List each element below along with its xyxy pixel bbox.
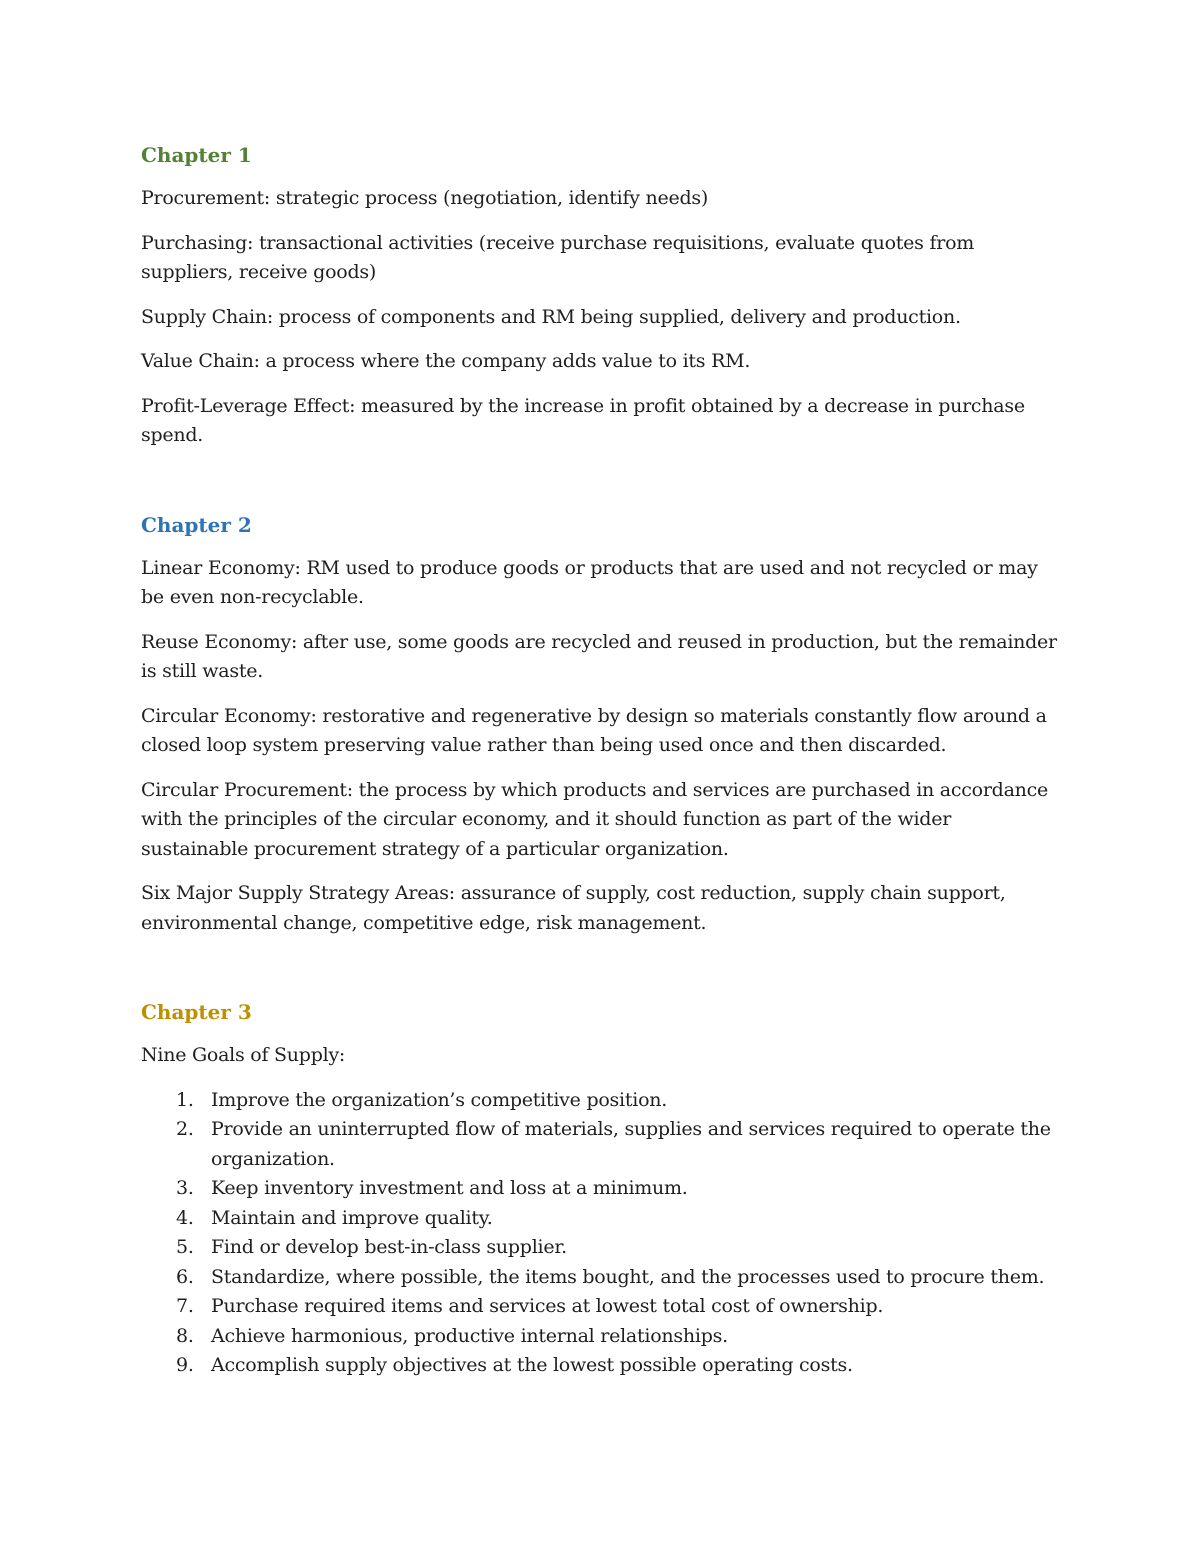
chapter-2-paragraph: Six Major Supply Strategy Areas: assurance of supply, cost reduction, supply chain support, environmental change, competitive edge, risk management. xyxy=(141,882,1006,934)
list-item-text: Achieve harmonious, productive internal relationships. xyxy=(211,1324,728,1347)
list-item-text: Find or develop best-in-class supplier. xyxy=(211,1236,567,1258)
list-item-text: Keep inventory investment and loss at a minimum. xyxy=(211,1177,688,1199)
chapter-2-paragraph: Circular Economy: restorative and regenerative by design so materials constantly flow around a closed loop system preserving value rather than being used once and then discarded. xyxy=(141,704,1047,756)
list-item-text: Purchase required items and services at lowest total cost of ownership. xyxy=(211,1295,884,1317)
list-item xyxy=(141,1204,1061,1234)
chapter-2-heading: Chapter 2 xyxy=(141,512,252,537)
chapter-1-section xyxy=(141,140,1061,451)
list-item-number: 6. xyxy=(176,1265,194,1288)
chapter-2-paragraph: Circular Procurement: the process by which products and services are purchased in accordance with the principles of the circular economy, and it should function as part of the wider sustainable procurement strategy of a particular organization. xyxy=(141,778,1049,860)
chapter-1-paragraph: Supply Chain: process of components and RM being supplied, delivery and production. xyxy=(141,305,961,328)
document-content xyxy=(141,140,1061,1381)
list-item-number: 3. xyxy=(176,1177,194,1199)
list-item-text: Standardize, where possible, the items bought, and the processes used to procure them. xyxy=(211,1265,1045,1288)
chapter-1-heading: Chapter 1 xyxy=(141,143,252,167)
chapter-1-paragraph: Purchasing: transactional activities (receive purchase requisitions, evaluate quotes from suppliers, receive goods) xyxy=(141,231,975,283)
list-item-number: 9. xyxy=(176,1354,194,1376)
chapter-1-paragraph: Procurement: strategic process (negotiation, identify needs) xyxy=(141,187,709,209)
chapter-2-paragraph: Linear Economy: RM used to produce goods or products that are used and not recycled or may be even non-recyclable. xyxy=(141,556,1038,608)
list-item xyxy=(141,1322,1061,1352)
list-item-text: Accomplish supply objectives at the lowest possible operating costs. xyxy=(211,1354,853,1376)
chapter-3-heading: Chapter 3 xyxy=(141,1000,252,1024)
chapter-2-section xyxy=(141,510,1061,939)
list-item xyxy=(141,1292,1061,1322)
chapter-1-paragraph: Value Chain: a process where the company adds value to its RM. xyxy=(141,350,751,372)
list-item xyxy=(141,1115,1061,1174)
section-spacer xyxy=(141,953,1061,997)
chapter-2-paragraph: Reuse Economy: after use, some goods are recycled and reused in production, but the remainder is still waste. xyxy=(141,630,1057,682)
list-item-number: 5. xyxy=(176,1236,194,1258)
goals-list xyxy=(141,1086,1061,1381)
list-item-text: Provide an uninterrupted flow of materials, supplies and services required to operate the organization. xyxy=(211,1118,1051,1170)
section-spacer xyxy=(141,466,1061,510)
list-item xyxy=(141,1233,1061,1263)
chapter-3-intro: Nine Goals of Supply: xyxy=(141,1044,346,1066)
list-item-number: 8. xyxy=(176,1324,194,1347)
list-item-number: 1. xyxy=(176,1088,194,1111)
list-item xyxy=(141,1174,1061,1204)
list-item xyxy=(141,1086,1061,1116)
list-item-text: Maintain and improve quality. xyxy=(211,1206,493,1229)
list-item-number: 4. xyxy=(176,1206,194,1229)
list-item-number: 7. xyxy=(176,1295,194,1317)
list-item xyxy=(141,1351,1061,1381)
list-item-text: Improve the organization’s competitive position. xyxy=(211,1088,668,1111)
chapter-1-paragraph: Profit-Leverage Effect: measured by the increase in profit obtained by a decrease in purchase spend. xyxy=(141,394,1025,446)
list-item xyxy=(141,1263,1061,1293)
chapter-3-section xyxy=(141,997,1061,1381)
list-item-number: 2. xyxy=(176,1118,194,1140)
